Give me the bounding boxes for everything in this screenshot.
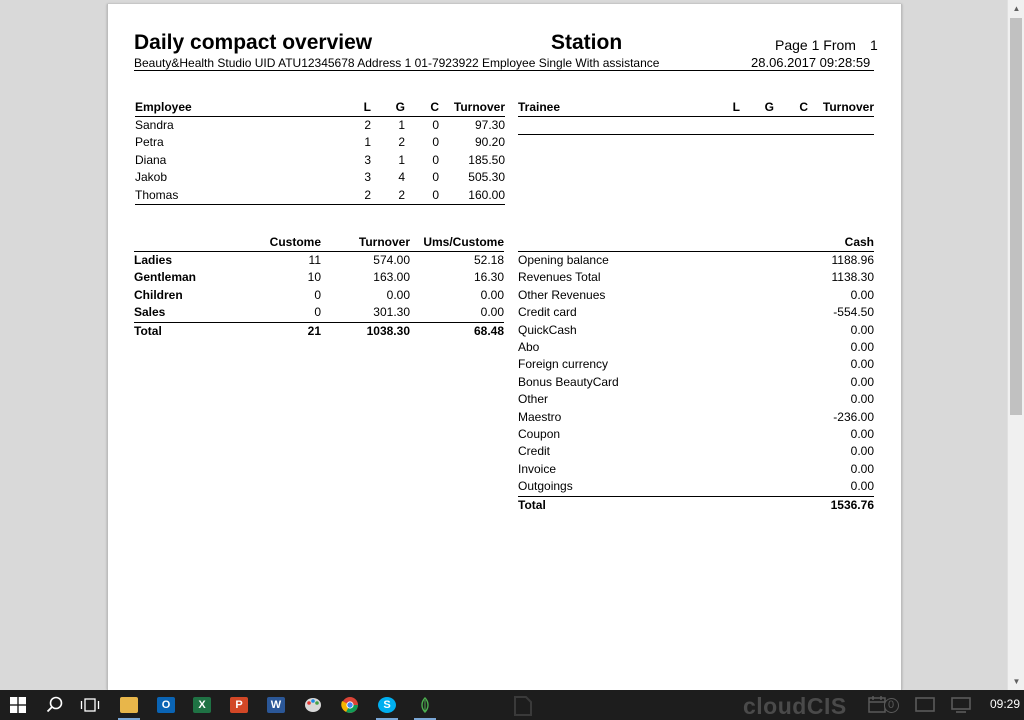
taskbar-clock[interactable]: 09:29 xyxy=(990,697,1021,711)
table-row xyxy=(134,269,504,286)
table-row xyxy=(134,287,504,304)
customer-col-avg: Ums/Custome xyxy=(423,235,504,249)
cash-label: Credit card xyxy=(518,305,577,320)
customer-total-count: 21 xyxy=(307,323,321,338)
taskbar-file-explorer[interactable] xyxy=(114,693,144,717)
cash-value: 0.00 xyxy=(850,287,874,302)
table-row xyxy=(518,339,874,356)
employee-turnover: 90.20 xyxy=(474,135,505,150)
tablet-icon xyxy=(951,697,971,713)
employee-turnover: 185.50 xyxy=(468,152,505,167)
table-row xyxy=(518,426,874,443)
start-icon xyxy=(10,697,26,713)
file-explorer-icon xyxy=(120,697,138,713)
trainee-table xyxy=(518,98,874,135)
cash-value: 0.00 xyxy=(850,444,874,459)
employee-c: 0 xyxy=(432,152,439,167)
cash-value: 1138.30 xyxy=(831,270,874,285)
page-total: 1 xyxy=(869,37,878,53)
customer-total-label: Total xyxy=(134,323,162,338)
cash-label: Opening balance xyxy=(518,253,609,267)
notification-count-badge: 0 xyxy=(884,698,899,713)
table-row xyxy=(518,322,874,339)
cash-label: QuickCash xyxy=(518,322,577,337)
cloudcis-app-icon xyxy=(416,696,434,714)
cash-value: -236.00 xyxy=(833,409,874,424)
employee-col-g: G xyxy=(395,100,405,114)
skype-icon: S xyxy=(378,697,396,713)
employee-header-row xyxy=(135,98,505,117)
taskbar-word[interactable] xyxy=(261,693,291,717)
cash-value: 1188.96 xyxy=(831,253,874,267)
word-icon: W xyxy=(267,697,285,713)
paint-icon xyxy=(304,696,322,714)
trainee-col-c: C xyxy=(799,100,808,114)
trainee-header-row xyxy=(518,98,874,117)
taskbar-app-faded[interactable] xyxy=(503,693,543,717)
cash-label: Revenues Total xyxy=(518,270,601,285)
cash-label: Credit xyxy=(518,444,551,459)
search-button[interactable] xyxy=(40,693,70,717)
excel-icon: X xyxy=(193,697,211,713)
employee-col-name: Employee xyxy=(135,100,192,114)
cash-label: Invoice xyxy=(518,461,557,476)
table-row xyxy=(134,252,504,270)
cash-total-row xyxy=(518,496,874,514)
outlook-icon: O xyxy=(157,697,175,713)
table-row xyxy=(518,269,874,286)
cash-label: Maestro xyxy=(518,409,562,424)
customer-total-avg: 68.48 xyxy=(473,323,504,338)
employee-name: Petra xyxy=(135,135,164,150)
customer-count: 0 xyxy=(314,287,321,302)
cash-label: Abo xyxy=(518,340,540,355)
employee-l: 2 xyxy=(364,118,371,132)
table-row xyxy=(518,374,874,391)
table-row xyxy=(135,134,505,151)
employee-g: 1 xyxy=(398,118,405,132)
employee-g: 2 xyxy=(398,187,405,202)
page-label: Page 1 From xyxy=(775,37,856,53)
cash-value: 0.00 xyxy=(850,340,874,355)
taskbar-skype[interactable] xyxy=(372,693,402,717)
employee-name: Sandra xyxy=(135,118,174,132)
customer-col-customers: Custome xyxy=(269,235,321,249)
station-label: Station xyxy=(551,31,623,54)
taskbar-excel[interactable] xyxy=(187,693,217,717)
trainee-col-l: L xyxy=(732,100,740,114)
vertical-scrollbar[interactable] xyxy=(1007,0,1024,690)
trainee-col-turnover: Turnover xyxy=(822,100,874,114)
cash-label: Coupon xyxy=(518,427,561,442)
customer-turnover: 574.00 xyxy=(373,253,410,267)
cash-value: 0.00 xyxy=(850,427,874,442)
trainee-empty-row xyxy=(518,117,874,135)
employee-c: 0 xyxy=(432,135,439,150)
tray-window-button[interactable] xyxy=(912,695,938,715)
employee-name: Thomas xyxy=(135,187,179,202)
taskbar-paint[interactable] xyxy=(298,693,328,717)
scrollbar-thumb[interactable] xyxy=(1010,18,1022,415)
customer-count: 11 xyxy=(308,253,321,267)
document-icon xyxy=(511,694,535,716)
task-view-button[interactable] xyxy=(75,693,105,717)
employee-name: Diana xyxy=(135,152,167,167)
employee-col-l: L xyxy=(363,100,371,114)
task-view-icon xyxy=(80,697,100,713)
table-row xyxy=(135,152,505,169)
customer-avg: 0.00 xyxy=(480,287,504,302)
cash-total-value: 1536.76 xyxy=(830,497,874,512)
cash-value: 0.00 xyxy=(850,374,874,389)
scroll-down-arrow-icon[interactable]: ▼ xyxy=(1012,677,1021,686)
cash-value: 0.00 xyxy=(850,392,874,407)
report-title: Daily compact overview xyxy=(134,31,373,54)
employee-g: 4 xyxy=(398,170,405,185)
cash-label: Foreign currency xyxy=(518,357,609,372)
cash-label: Bonus BeautyCard xyxy=(518,374,619,389)
customer-total-turnover: 1038.30 xyxy=(366,323,410,338)
table-row xyxy=(518,443,874,460)
table-row xyxy=(518,409,874,426)
employee-l: 3 xyxy=(364,170,371,185)
customer-count: 0 xyxy=(314,305,321,320)
employee-g: 1 xyxy=(398,152,405,167)
tray-calendar-badge[interactable] xyxy=(865,695,901,715)
table-row xyxy=(135,117,505,135)
employee-turnover: 505.30 xyxy=(468,170,505,185)
powerpoint-icon: P xyxy=(230,697,248,713)
search-icon xyxy=(46,696,64,714)
taskbar-chrome[interactable] xyxy=(335,693,365,717)
report-subline: Beauty&Health Studio UID ATU12345678 Address 1 01-7923922 Employee Single With assistance xyxy=(134,56,660,70)
cash-total-label: Total xyxy=(518,497,546,512)
scroll-up-arrow-icon[interactable]: ▲ xyxy=(1012,4,1021,13)
report-page xyxy=(107,4,902,690)
employee-name: Jakob xyxy=(135,170,168,185)
table-row xyxy=(135,169,505,186)
taskbar-outlook[interactable] xyxy=(151,693,181,717)
customer-avg: 16.30 xyxy=(473,270,504,285)
taskbar-cloudcis[interactable] xyxy=(410,693,440,717)
window-icon xyxy=(915,697,935,713)
table-row xyxy=(134,304,504,322)
trainee-col-name: Trainee xyxy=(518,100,561,114)
table-row xyxy=(518,287,874,304)
customer-turnover: 0.00 xyxy=(386,287,410,302)
employee-col-c: C xyxy=(430,100,439,114)
customer-avg: 0.00 xyxy=(480,305,504,320)
employee-table xyxy=(135,98,505,205)
customer-label: Gentleman xyxy=(134,270,197,285)
report-datetime: 28.06.2017 09:28:59 xyxy=(751,55,871,70)
customer-label: Children xyxy=(134,287,183,302)
employee-c: 0 xyxy=(432,170,439,185)
employee-col-turnover: Turnover xyxy=(453,100,505,114)
trainee-col-g: G xyxy=(764,100,774,114)
cash-value: 0.00 xyxy=(850,322,874,337)
employee-c: 0 xyxy=(432,187,439,202)
cash-header-row xyxy=(518,233,874,252)
customer-turnover: 163.00 xyxy=(373,270,410,285)
employee-c: 0 xyxy=(432,118,439,132)
customer-summary-table xyxy=(134,233,504,340)
table-row xyxy=(135,187,505,205)
page-indicator xyxy=(775,37,878,53)
cash-value: 0.00 xyxy=(850,461,874,476)
employee-g: 2 xyxy=(398,135,405,150)
table-row xyxy=(518,461,874,478)
cash-label: Other xyxy=(518,392,549,407)
employee-l: 3 xyxy=(364,152,371,167)
employee-turnover: 160.00 xyxy=(468,187,505,202)
customer-total-row xyxy=(134,322,504,340)
table-row xyxy=(518,304,874,321)
table-row xyxy=(518,478,874,496)
cash-col-header: Cash xyxy=(844,235,874,249)
customer-header-row xyxy=(134,233,504,252)
tray-tablet-button[interactable] xyxy=(948,695,974,715)
cash-label: Outgoings xyxy=(518,479,573,494)
table-row xyxy=(518,356,874,373)
customer-turnover: 301.30 xyxy=(373,305,410,320)
customer-avg: 52.18 xyxy=(473,253,504,267)
customer-col-turnover: Turnover xyxy=(358,235,410,249)
cash-value: 0.00 xyxy=(850,357,874,372)
employee-l: 2 xyxy=(364,187,371,202)
cash-label: Other Revenues xyxy=(518,287,606,302)
cash-table xyxy=(518,233,874,514)
cash-value: -554.50 xyxy=(833,305,874,320)
table-row xyxy=(518,252,874,270)
customer-label: Sales xyxy=(134,305,166,320)
employee-l: 1 xyxy=(364,135,371,150)
customer-label: Ladies xyxy=(134,253,173,267)
customer-count: 10 xyxy=(307,270,321,285)
cloudcis-brand: cloudCIS xyxy=(743,693,847,719)
cash-value: 0.00 xyxy=(850,479,874,494)
table-row xyxy=(518,391,874,408)
header-divider xyxy=(134,70,874,71)
chrome-icon xyxy=(341,696,359,714)
employee-turnover: 97.30 xyxy=(474,118,505,132)
taskbar-powerpoint[interactable] xyxy=(224,693,254,717)
start-button[interactable] xyxy=(3,693,33,717)
